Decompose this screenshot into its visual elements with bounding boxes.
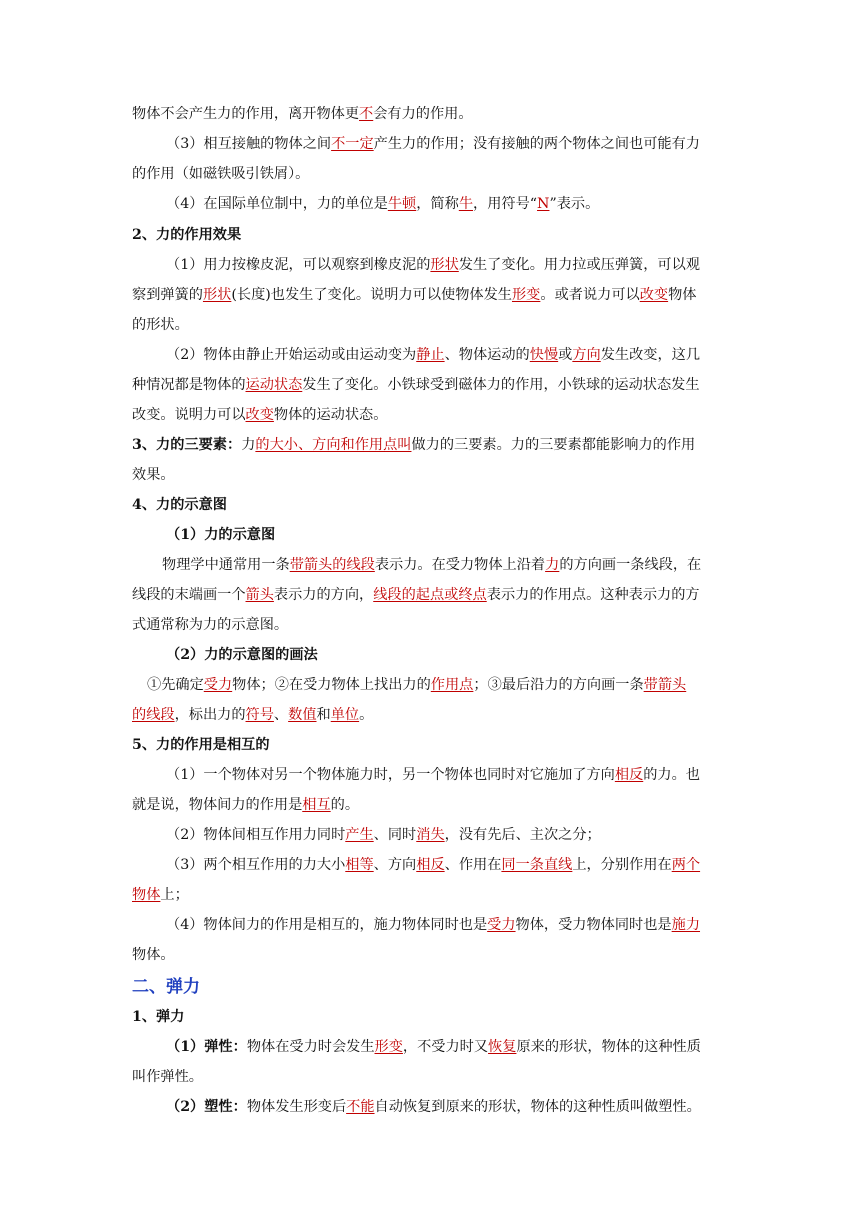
text: 的力。也	[643, 767, 700, 783]
paragraph-line	[132, 285, 742, 305]
paragraph-line	[166, 1037, 776, 1057]
heading-elastic: 1、弹力	[132, 1009, 185, 1025]
paragraph-line	[132, 885, 742, 905]
paragraph-line	[132, 104, 742, 124]
answer-blank: 形状	[430, 257, 459, 273]
text: 发生改变，这几	[600, 347, 701, 363]
answer-blank: 消失	[416, 827, 445, 843]
text: (长度)也发生了变化。说明力可以使物体发生	[231, 287, 512, 303]
answer-blank: 方向	[572, 347, 601, 363]
heading-mutual: 5、力的作用是相互的	[132, 737, 270, 753]
paragraph-line	[166, 855, 776, 875]
term: （1）弹性：	[166, 1039, 247, 1055]
answer-blank: 力	[545, 557, 560, 573]
paragraph-line	[166, 194, 776, 214]
text: 的。	[330, 797, 360, 813]
text: 表示力的作用点。这种表示力的方	[486, 587, 700, 603]
answer-blank: 箭头	[245, 587, 274, 603]
text: （1）一个物体对另一个物体施力时，另一个物体也同时对它施加了方向	[166, 767, 615, 783]
answer-blank: 相反	[614, 767, 644, 783]
answer-blank: 两个	[671, 857, 701, 873]
text: ，不受力时又	[402, 1039, 489, 1055]
text: ”表示。	[549, 196, 600, 212]
answer-blank: 形变	[511, 287, 541, 303]
text: ；③最后沿力的方向画一条	[473, 677, 644, 693]
text: 物体的运动状态。	[273, 407, 388, 423]
paragraph-line	[132, 705, 742, 725]
answer-blank: 单位	[330, 707, 360, 723]
answer-blank: 相反	[416, 857, 445, 873]
paragraph-line	[132, 435, 742, 455]
paragraph-line	[166, 1097, 776, 1117]
heading-diagram: 4、力的示意图	[132, 497, 227, 513]
text: （3）相互接触的物体之间	[166, 136, 332, 152]
paragraph-line	[166, 825, 776, 845]
section-heading: 二、弹力	[132, 977, 200, 997]
answer-blank: 静止	[416, 347, 445, 363]
answer-blank: 同一条直线	[501, 857, 573, 873]
answer-blank: 作用点	[430, 677, 474, 693]
answer-blank: 形变	[374, 1039, 403, 1055]
text: 或	[558, 347, 573, 363]
text: 力	[241, 437, 256, 453]
answer-blank: 带箭头的线段	[289, 557, 375, 573]
paragraph-line	[166, 915, 776, 935]
text: 。	[359, 707, 374, 723]
text: 线段的末端画一个	[132, 587, 246, 603]
text: 产生力的作用；没有接触的两个物体之间也可能有力	[373, 136, 700, 152]
subheading: （2）力的示意图的画法	[166, 647, 318, 663]
paragraph-line	[147, 675, 757, 695]
paragraph-line	[162, 555, 772, 575]
text: 表示力的方向，	[273, 587, 374, 603]
paragraph-line	[166, 345, 776, 365]
heading-inline: 3、力的三要素：	[132, 437, 242, 453]
text: 种情况都是物体的	[132, 377, 246, 393]
answer-blank: 相等	[345, 857, 374, 873]
answer-blank: 受力	[203, 677, 233, 693]
text: 发生了变化。小铁球受到磁体力的作用，小铁球的运动状态发生	[302, 377, 700, 393]
text: 自动恢复到原来的形状，物体的这种性质叫做塑性。	[374, 1099, 701, 1115]
text: 物体在受力时会发生	[246, 1039, 375, 1055]
text: 效果。	[132, 467, 175, 483]
text: 上，分别作用在	[572, 857, 672, 873]
text: 的形状。	[132, 317, 189, 333]
answer-blank: 线段的起点或终点	[373, 587, 487, 603]
paragraph-line	[132, 795, 742, 815]
answer-blank: 的大小、方向和作用点叫	[255, 437, 412, 453]
answer-blank: 改变	[639, 287, 669, 303]
text: ①先确定	[147, 677, 204, 693]
heading-effects: 2、力的作用效果	[132, 227, 242, 243]
answer-blank: 运动状态	[245, 377, 303, 393]
text: ，用符号“	[473, 196, 538, 212]
text: （2）物体间相互作用力同时	[166, 827, 346, 843]
text: 物体发生形变后	[246, 1099, 347, 1115]
text: 物理学中通常用一条	[162, 557, 290, 573]
answer-blank: 牛	[458, 196, 474, 212]
answer-blank: 不	[359, 106, 374, 122]
answer-blank: 恢复	[488, 1039, 517, 1055]
text: 和	[316, 707, 331, 723]
paragraph-line	[132, 585, 742, 605]
text: 、	[273, 707, 289, 723]
paragraph-line	[132, 405, 742, 425]
answer-blank: 带箭头	[643, 677, 687, 693]
paragraph-line	[132, 945, 742, 965]
paragraph-line	[132, 375, 742, 395]
text: 的作用（如磁铁吸引铁屑）。	[132, 166, 310, 182]
answer-blank: 不能	[346, 1099, 375, 1115]
text: 叫作弹性。	[132, 1069, 203, 1085]
text: （1）用力按橡皮泥，可以观察到橡皮泥的	[166, 257, 431, 273]
text: 就是说，物体间力的作用是	[132, 797, 303, 813]
paragraph-line	[132, 164, 742, 184]
paragraph-line	[166, 134, 776, 154]
paragraph-line	[132, 615, 742, 635]
text: （4）物体间力的作用是相互的，施力物体同时也是	[166, 917, 488, 933]
answer-blank: 数值	[288, 707, 317, 723]
subheading: （1）力的示意图	[166, 527, 276, 543]
text: 原来的形状，物体的这种性质	[516, 1039, 701, 1055]
text: 式通常称为力的示意图。	[132, 617, 289, 633]
text: 物体	[668, 287, 697, 303]
answer-blank: 改变	[245, 407, 274, 423]
answer-blank: 快慢	[529, 347, 559, 363]
text: 上；	[160, 887, 189, 903]
text: 、物体运动的	[444, 347, 530, 363]
text: 改变。说明力可以	[132, 407, 246, 423]
answer-blank: 产生	[345, 827, 374, 843]
text: ，标出力的	[174, 707, 246, 723]
text: 物体不会产生力的作用，离开物体更	[132, 106, 360, 122]
answer-blank: 形状	[202, 287, 232, 303]
text: 物体；②在受力物体上找出力的	[232, 677, 431, 693]
text: 做力的三要素。力的三要素都能影响力的作用	[411, 437, 696, 453]
term: （2）塑性：	[166, 1099, 247, 1115]
answer-blank: 不一定	[331, 136, 374, 152]
text: 、方向	[373, 857, 417, 873]
text: 、同时	[373, 827, 417, 843]
text: （4）在国际单位制中，力的单位是	[166, 196, 388, 212]
answer-blank: 牛顿	[387, 196, 417, 212]
text: 的方向画一条线段，在	[559, 557, 702, 573]
text: （3）两个相互作用的力大小	[166, 857, 346, 873]
answer-blank: 施力	[671, 917, 701, 933]
text: 物体。	[132, 947, 175, 963]
text: 发生了变化。用力拉或压弹簧，可以观	[458, 257, 700, 273]
paragraph-line	[132, 465, 742, 485]
answer-blank: 相互	[302, 797, 331, 813]
paragraph-line	[166, 255, 776, 275]
text: 会有力的作用。	[373, 106, 473, 122]
text: 。或者说力可以	[540, 287, 640, 303]
paragraph-line	[132, 315, 742, 335]
text: 表示力。在受力物体上沿着	[374, 557, 546, 573]
text: ，没有先后、主次之分；	[444, 827, 601, 843]
text: ，简称	[416, 196, 459, 212]
text: 物体，受力物体同时也是	[515, 917, 672, 933]
answer-blank: 的线段	[132, 707, 175, 723]
answer-blank: 受力	[487, 917, 516, 933]
answer-blank: 符号	[245, 707, 274, 723]
answer-blank: N	[537, 196, 550, 212]
answer-blank: 物体	[132, 887, 161, 903]
paragraph-line	[132, 1067, 742, 1087]
text: （2）物体由静止开始运动或由运动变为	[166, 347, 417, 363]
text: 察到弹簧的	[132, 287, 203, 303]
paragraph-line	[166, 765, 776, 785]
text: 、作用在	[444, 857, 502, 873]
